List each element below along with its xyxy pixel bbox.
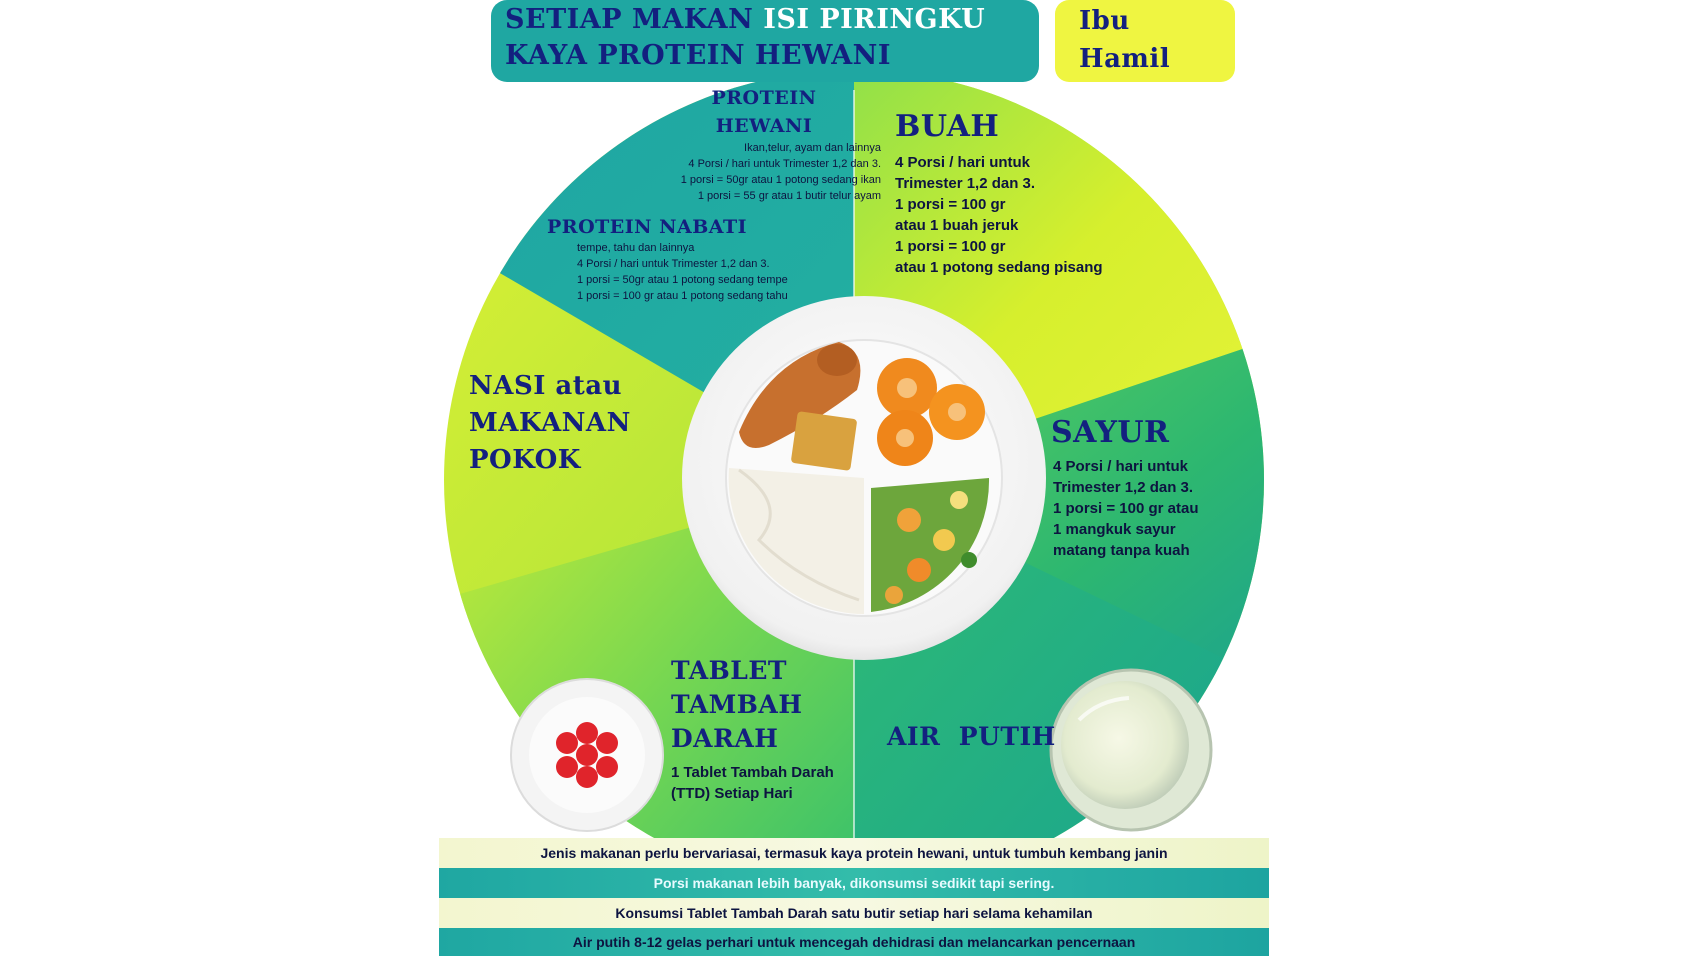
- buah-line: 1 porsi = 100 gr: [895, 196, 1006, 213]
- tablet-title: TABLET TAMBAH DARAH: [671, 656, 803, 753]
- protein-hewani-line: Ikan,telur, ayam dan lainnya: [744, 142, 881, 154]
- sayur-line: 1 mangkuk sayur: [1053, 521, 1176, 538]
- buah-line: atau 1 buah jeruk: [895, 217, 1019, 234]
- sayur-line: 4 Porsi / hari untuk: [1053, 458, 1189, 475]
- protein-nabati-line: 1 porsi = 100 gr atau 1 potong sedang tahu: [577, 290, 788, 302]
- buah-line: Trimester 1,2 dan 3.: [895, 175, 1036, 192]
- tablet-details: [671, 762, 871, 804]
- protein-hewani-details: [589, 140, 881, 204]
- protein-nabati-title: PROTEIN NABATI: [547, 216, 748, 238]
- food-plate-image: [682, 296, 1046, 660]
- buah-details: [895, 152, 1135, 278]
- protein-hewani-line: 1 porsi = 50gr atau 1 potong sedang ikan: [680, 174, 881, 186]
- protein-hewani-line: 1 porsi = 55 gr atau 1 butir telur ayam: [697, 190, 881, 202]
- buah-title: BUAH: [895, 109, 1000, 144]
- air-putih-title: AIR PUTIH: [887, 722, 1056, 751]
- nasi-title: NASI atau MAKANAN POKOK: [469, 371, 631, 475]
- tablet-line: (TTD) Setiap Hari: [671, 785, 793, 802]
- sayur-line: Trimester 1,2 dan 3.: [1053, 479, 1194, 496]
- protein-nabati-line: tempe, tahu dan lainnya: [577, 242, 695, 254]
- header-line1-dark: SETIAP MAKAN: [505, 4, 754, 35]
- water-glass-image: [1051, 670, 1211, 830]
- sayur-details: [1053, 456, 1253, 561]
- protein-hewani-line: 4 Porsi / hari untuk Trimester 1,2 dan 3.: [688, 158, 881, 170]
- banner-4: Air putih 8-12 gelas perhari untuk mencegah dehidrasi dan melancarkan pencernaan: [439, 928, 1269, 956]
- protein-nabati-line: 1 porsi = 50gr atau 1 potong sedang tempe: [577, 274, 788, 286]
- sayur-title: SAYUR: [1051, 415, 1170, 450]
- red-tablets-image: [511, 679, 663, 831]
- banner-3: Konsumsi Tablet Tambah Darah satu butir setiap hari selama kehamilan: [439, 898, 1269, 928]
- sayur-line: 1 porsi = 100 gr atau: [1053, 500, 1199, 517]
- buah-line: 1 porsi = 100 gr: [895, 238, 1006, 255]
- protein-hewani-title: PROTEIN HEWANI: [711, 87, 817, 137]
- tablet-line: 1 Tablet Tambah Darah: [671, 764, 834, 781]
- buah-line: 4 Porsi / hari untuk: [895, 154, 1031, 171]
- buah-line: atau 1 potong sedang pisang: [895, 259, 1103, 276]
- badge-ibu-hamil: Ibu Hamil: [1079, 6, 1171, 74]
- header-title-line2: KAYA PROTEIN HEWANI: [505, 40, 891, 71]
- header-title-line1: [505, 2, 985, 38]
- protein-nabati-details: [577, 240, 867, 304]
- poster: [439, 0, 1269, 956]
- banner-1: Jenis makanan perlu bervariasai, termasuk kaya protein hewani, untuk tumbuh kembang janin: [439, 838, 1269, 868]
- sayur-line: matang tanpa kuah: [1053, 542, 1190, 559]
- protein-nabati-line: 4 Porsi / hari untuk Trimester 1,2 dan 3.: [577, 258, 770, 270]
- header-line1-light: ISI PIRINGKU: [763, 4, 986, 35]
- banner-2: Porsi makanan lebih banyak, dikonsumsi sedikit tapi sering.: [439, 868, 1269, 898]
